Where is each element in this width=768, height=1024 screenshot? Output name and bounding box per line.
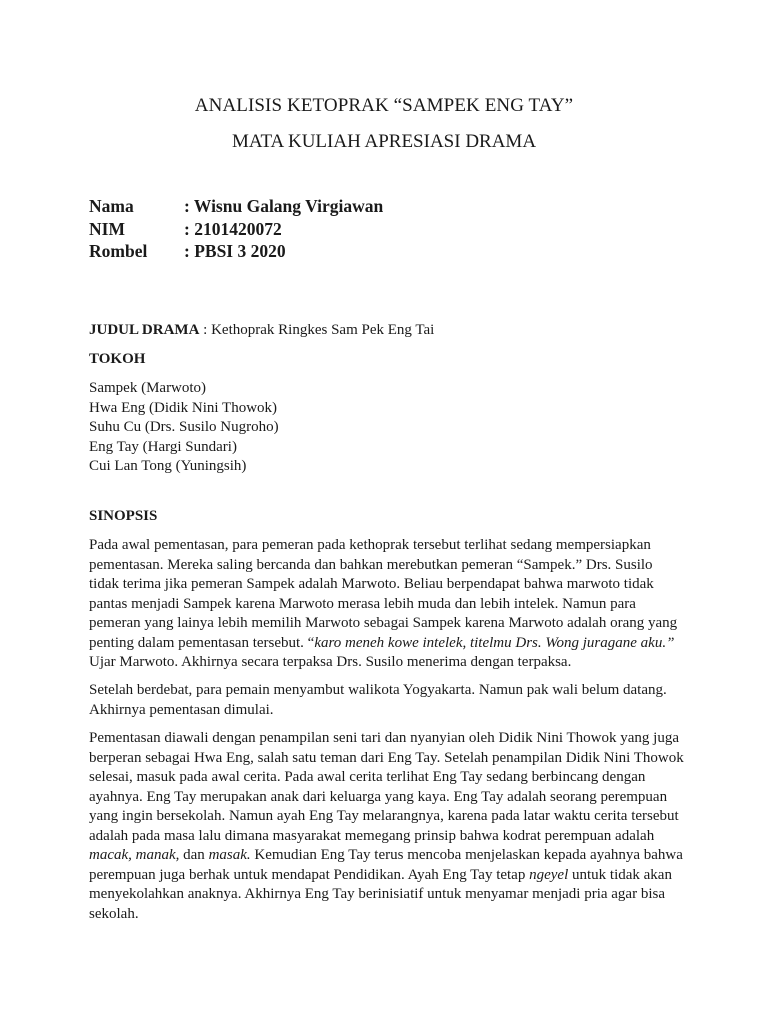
characters-heading: TOKOH <box>89 351 146 367</box>
synopsis-paragraph-1 <box>89 536 685 673</box>
paragraph-text: Pada awal pementasan, para pemeran pada kethoprak tersebut terlihat sedang mempersiapkan pementasan. Mereka saling bercanda dan bahkan merebutkan pemeran “Sampek.” Drs. Susilo tidak terima jika pemeran Sampek adalah Marwoto. Beliau berpendapat bahwa marwoto tidak pantas menjadi Sampek karena Marwoto merasa lebih muda dan lebih intelek. Namun para pemeran yang lainya lebih memilih Marwoto sebagai Sampek karena Marwoto adalah orang yang penting dalam pementasan tersebut. “ <box>89 537 678 651</box>
paragraph-quote: karo meneh kowe intelek, titelmu Drs. Wong juragane aku.” <box>314 634 675 651</box>
characters-list <box>89 379 279 477</box>
info-row-nama <box>89 195 383 218</box>
character-item: Eng Tay (Hargi Sundari) <box>89 438 237 455</box>
info-row-rombel <box>89 240 383 263</box>
drama-title-label: JUDUL DRAMA <box>89 322 200 338</box>
paragraph-text: untuk tidak akan menyekolahkan anaknya. Akhirnya Eng Tay berinisiatif untuk menyamar menjadi pria agar bisa sekolah. <box>89 866 672 922</box>
paragraph-text: Pementasan diawali dengan penampilan seni tari dan nyanyian oleh Didik Nini Thowok yang juga berperan sebagai Hwa Eng, salah satu teman dari Eng Tay. Setelah penampilan Didik Nini Thowok selesai, masuk pada awal cerita. Pada awal cerita terlihat Eng Tay sedang berbincang dengan ayahnya. Eng Tay merupakan anak dari keluarga yang kaya. Eng Tay adalah seorang perempuan yang ingin bersekolah. Namun ayah Eng Tay melarangnya, karena pada latar waktu cerita tersebut adalah pada masa lalu dimana masyarakat memegang prinsip bahwa kodrat perempuan adalah <box>89 730 684 844</box>
drama-title-value: : Kethoprak Ringkes Sam Pek Eng Tai <box>199 322 435 338</box>
info-label: NIM <box>89 218 125 239</box>
paragraph-italic: ngeyel <box>529 866 569 883</box>
info-row-nim <box>89 218 383 241</box>
paragraph-text: Ujar Marwoto. Akhirnya secara terpaksa Drs. Susilo menerima dengan terpaksa. <box>89 654 572 670</box>
synopsis-paragraph-2: Setelah berdebat, para pemain menyambut walikota Yogyakarta. Namun pak wali belum datang. Akhirnya pementasan dimulai. <box>89 682 667 718</box>
paragraph-text: dan <box>179 847 209 863</box>
info-label: Rombel <box>89 241 148 261</box>
info-value: : 2101420072 <box>184 218 282 239</box>
info-label: Nama <box>89 196 134 216</box>
info-value: : Wisnu Galang Virgiawan <box>184 196 384 216</box>
drama-title-line <box>89 321 434 341</box>
character-item: Hwa Eng (Didik Nini Thowok) <box>89 399 278 416</box>
character-item: Cui Lan Tong (Yuningsih) <box>89 458 247 474</box>
paragraph-italic: masak. <box>208 847 251 863</box>
paragraph-text: Kemudian Eng Tay terus mencoba menjelaskan kepada ayahnya bahwa perempuan juga berhak untuk mendapat Pendidikan. Ayah Eng Tay tetap <box>89 847 683 883</box>
paragraph-italic: macak, manak, <box>89 847 180 863</box>
character-item: Suhu Cu (Drs. Susilo Nugroho) <box>89 419 279 435</box>
info-value: : PBSI 3 2020 <box>184 241 286 261</box>
synopsis-paragraph-3 <box>89 729 685 924</box>
synopsis-heading: SINOPSIS <box>89 508 158 524</box>
student-info <box>89 195 383 263</box>
document-title: ANALISIS KETOPRAK “SAMPEK ENG TAY” <box>194 95 574 116</box>
document-subtitle: MATA KULIAH APRESIASI DRAMA <box>231 131 537 152</box>
character-item: Sampek (Marwoto) <box>89 380 207 396</box>
